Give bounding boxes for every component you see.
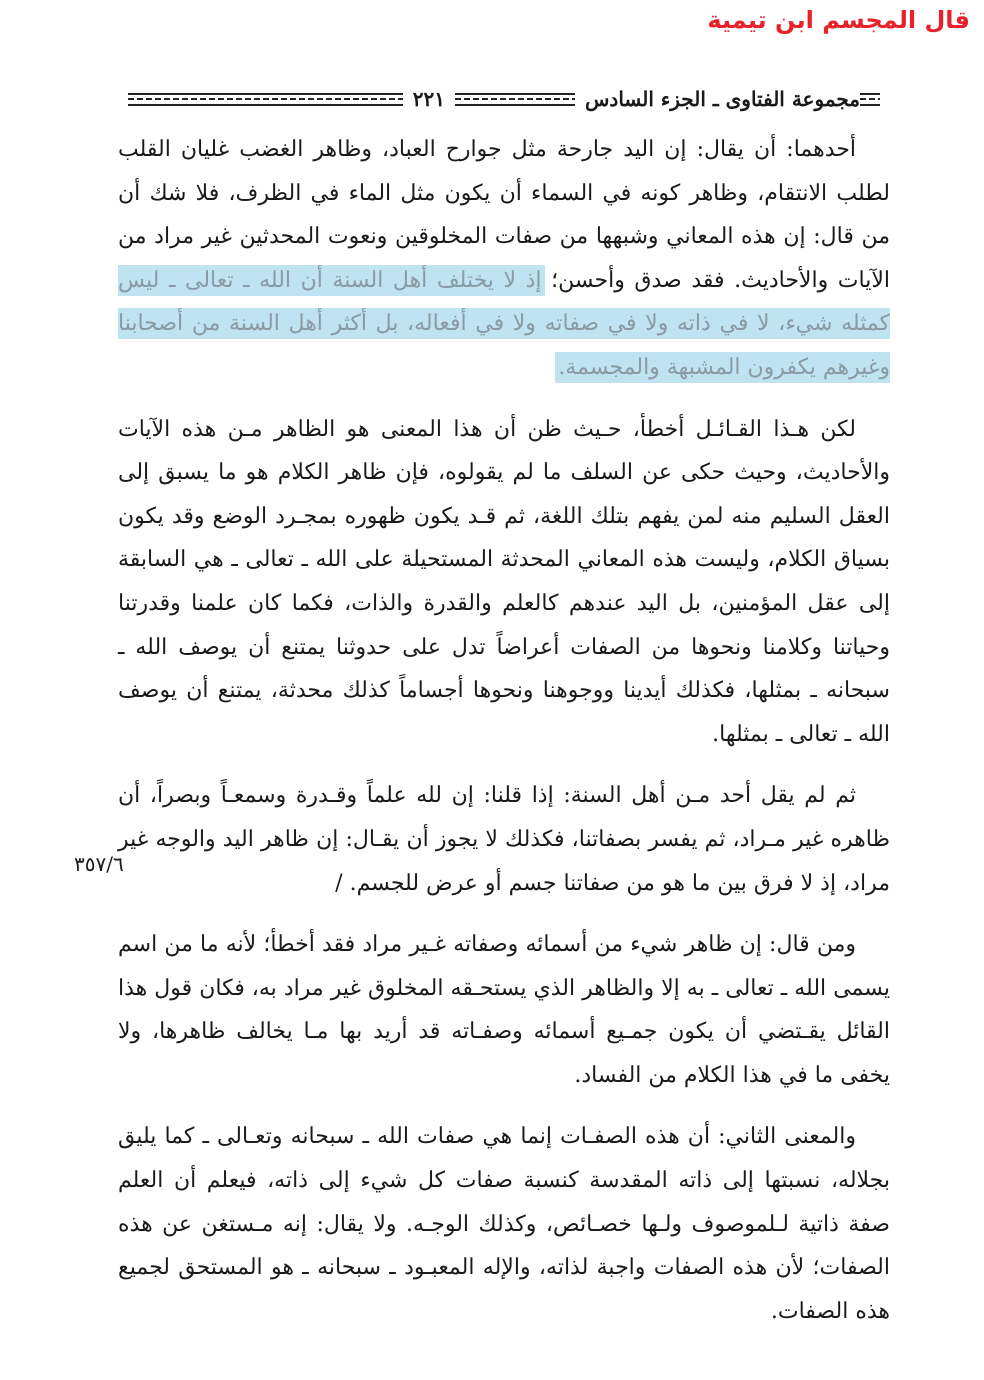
paragraph-text: أن يقال: إن اليد جارحة مثل جوارح العباد، وظاهر الغضب غليان القلب لطلب الانتقام، وظاهر كونه في السماء أن يكون مثل الماء في الظرف، فلا شك أن من قال: إن هذه المعاني وشبهها من صفات المخلوقين ونعوت المحدثين غير مراد من الآيات والأحاديث. فقد صدق وأحسن؛ [118, 137, 890, 293]
page-body [118, 128, 890, 1351]
paragraph-lead: أحدهما: [776, 137, 856, 162]
image-caption: قال المجسم ابن تيمية [707, 6, 970, 34]
paragraph-4: ومن قال: إن ظاهر شيء من أسمائه وصفاته غـير مراد فقد أخطأ؛ لأنه ما من اسم يسمى الله ـ تعالى ـ به إلا والظاهر الذي يستحـقه المخلوق غير مراد به، فكان قول هذا القائل يقـتضي أن يكون جمـيع أسمائه وصفـاته قد أريد بها مـا يخالف ظاهرها، ولا يخفى ما في هذا الكلام من الفساد. [118, 932, 890, 1088]
paragraph-1 [118, 128, 890, 390]
paragraph-5: والمعنى الثاني: أن هذه الصفـات إنما هي صفات الله ـ سبحانه وتعـالى ـ كما يليق بجلاله، نسبتها إلى ذاته المقدسة كنسبة صفات كل شيء إلى ذاته، فيعلم أن العلم صفة ذاتية لـلموصوف ولـها خصـائص، وكذلك الوجـه. ولا يقال: إنه مـستغن عن هذه الصفات؛ لأن هذه الصفات واجبة لذاته، والإله المعبـود ـ سبحانه ـ هو المستحق لجميع هذه الصفات. [118, 1124, 890, 1324]
running-title: مجموعة الفتاوى ـ الجزء السادس [585, 87, 860, 111]
header-rule-left [128, 93, 403, 106]
page-header [128, 84, 880, 114]
margin-reference: ٣٥٧/٦ [74, 852, 124, 876]
paragraph-2: لكن هـذا القـائـل أخطأ، حـيث ظن أن هذا المعنى هو الظاهر مـن هذه الآيات والأحاديث، وحيث حكى عن السلف ما لم يقولوه، فإن ظاهر الكلام هو ما يسبق إلى العقل السليم منه لمن يفهم بتلك اللغة، ثم قـد يكون ظهوره بمجـرد الوضع وقد يكون بسياق الكلام، وليست هذه المعاني المحدثة المستحيلة على الله ـ تعالى ـ هي السابقة إلى عقل المؤمنين، بل اليد عندهم كالعلم والقدرة والذات، فكما كان علمنا وقدرتنا وحياتنا وكلامنا ونحوها من الصفات أعراضاً تدل على حدوثنا يمتنع أن يوصف الله ـ سبحانه ـ بمثلها، فكذلك أيدينا ووجوهنا ونحوها أجساماً كذلك محدثة، يمتنع أن يوصف الله ـ تعالى ـ بمثلها. [118, 416, 890, 747]
paragraph-3: ثم لم يقل أحد مـن أهل السنة: إذا قلنا: إن لله علماً وقـدرة وسمعـاً وبصراً، أن ظاهره غير مـراد، ثم يفسر بصفاتنا، فكذلك لا يجوز أن يقـال: إن ظاهر اليد والوجه غير مراد، إذ لا فرق بين ما هو من صفاتنا جسم أو عرض للجسم. / [118, 783, 890, 896]
header-rule-right [860, 93, 880, 106]
header-rule-middle [455, 93, 575, 106]
page-number: ٢٢١ [412, 87, 445, 111]
highlighted-passage: إذ لا يختلف أهل السنة أن الله ـ تعالى ـ ليس كمثله شيء، لا في ذاته ولا في صفاته ولا في أفعاله، بل أكثر أهل السنة من أصحابنا وغيرهم يكفرون المشبهة والمجسمة. [118, 267, 890, 380]
